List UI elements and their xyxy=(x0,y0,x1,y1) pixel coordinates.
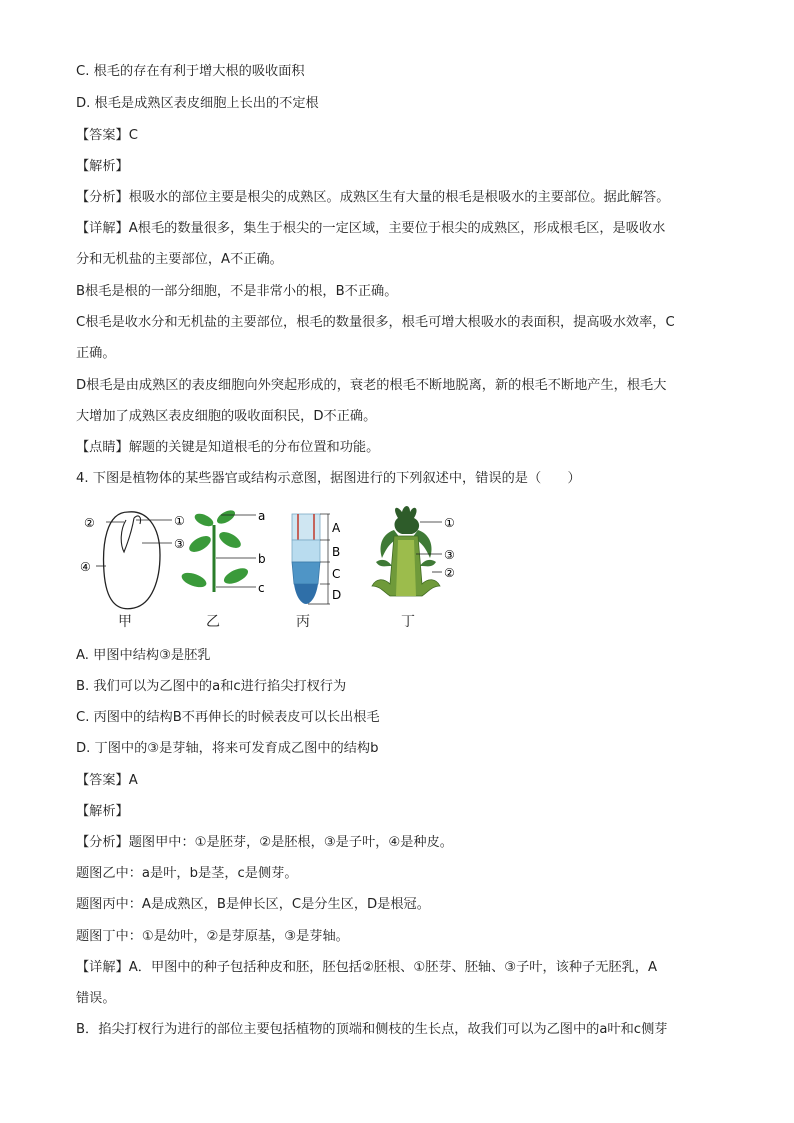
option-a-text: A. 甲图中结构③是胚乳 xyxy=(76,648,211,663)
plant-structure-figure xyxy=(76,500,496,635)
caption-ding: 丁 xyxy=(401,614,415,630)
yi-label: b xyxy=(258,552,266,566)
bing-label: C xyxy=(332,567,341,581)
option-d-text: D. 丁图中的③是芽轴，将来可发育成乙图中的结构b xyxy=(76,741,379,756)
seed-diagram xyxy=(80,512,185,609)
detail-line: 分和无机盐的主要部位，A不正确。 xyxy=(76,252,283,267)
analysis-heading: 【解析】 xyxy=(76,804,129,819)
ding-label: ① xyxy=(444,516,455,530)
answer-line: 【答案】A xyxy=(76,773,138,788)
answer-line: 【答案】C xyxy=(76,128,138,143)
detail-line: 【详解】A根毛的数量很多，集生于根尖的一定区域，主要位于根尖的成熟区，形成根毛区，是吸收水 xyxy=(76,221,666,236)
detail-line: 正确。 xyxy=(76,346,116,361)
jia-label: ① xyxy=(174,514,185,528)
option-c-text: C. 丙图中的结构B不再伸长的时候表皮可以长出根毛 xyxy=(76,710,380,725)
question-4-stem: 4. 下图是植物体的某些器官或结构示意图，据图进行的下列叙述中，错误的是（ ） xyxy=(76,471,581,486)
bing-label: D xyxy=(332,588,342,602)
caption-bing: 丙 xyxy=(296,614,310,630)
option-b-text: B. 我们可以为乙图中的a和c进行掐尖打杈行为 xyxy=(76,679,347,694)
detail-line: 【详解】A．甲图中的种子包括种皮和胚，胚包括②胚根、①胚芽、胚轴、③子叶，该种子无胚乳，A xyxy=(76,960,658,975)
ding-label: ② xyxy=(444,566,455,580)
detail-line: B根毛是根的一部分细胞，不是非常小的根，B不正确。 xyxy=(76,284,398,299)
option-d-text: D. 根毛是成熟区表皮细胞上长出的不定根 xyxy=(76,96,319,111)
caption-yi: 乙 xyxy=(206,614,220,630)
jia-label: ② xyxy=(84,516,95,530)
analysis-line: 题图丙中：A是成熟区，B是伸长区，C是分生区，D是根冠。 xyxy=(76,897,430,912)
detail-line: D根毛是由成熟区的表皮细胞向外突起形成的，衰老的根毛不断地脱离，新的根毛不断地产生，根毛大 xyxy=(76,378,667,393)
bing-label: B xyxy=(332,545,341,559)
detail-line: C根毛是收水分和无机盐的主要部位，根毛的数量很多，根毛可增大根吸水的表面积，提高吸水效率，C xyxy=(76,315,675,330)
bing-label: A xyxy=(332,521,341,535)
analysis-line: 题图乙中：a是叶，b是茎，c是侧芽。 xyxy=(76,866,298,881)
root-tip-diagram xyxy=(292,514,341,604)
jia-label: ③ xyxy=(174,537,185,551)
jia-label: ④ xyxy=(80,560,91,574)
analysis-heading: 【解析】 xyxy=(76,159,129,174)
analysis-line: 【分析】题图甲中：①是胚芽，②是胚根，③是子叶，④是种皮。 xyxy=(76,835,453,850)
figure-drawing xyxy=(76,500,496,635)
yi-label: a xyxy=(258,509,266,523)
analysis-line: 题图丁中：①是幼叶，②是芽原基，③是芽轴。 xyxy=(76,929,349,944)
caption-jia: 甲 xyxy=(118,614,132,630)
key-point-line: 【点睛】解题的关键是知道根毛的分布位置和功能。 xyxy=(76,440,380,455)
ding-label: ③ xyxy=(444,548,455,562)
detail-line: 错误。 xyxy=(76,991,116,1006)
detail-line: B．掐尖打杈行为进行的部位主要包括植物的顶端和侧枝的生长点，故我们可以为乙图中的a叶和c侧芽 xyxy=(76,1022,668,1037)
yi-label: c xyxy=(258,581,265,595)
shoot-diagram xyxy=(180,508,266,595)
option-c-text: C. 根毛的存在有利于增大根的吸收面积 xyxy=(76,64,305,79)
detail-line: 大增加了成熟区表皮细胞的吸收面积民，D不正确。 xyxy=(76,409,377,424)
analysis-summary: 【分析】根吸水的部位主要是根尖的成熟区。成熟区生有大量的根毛是根吸水的主要部位。据此解答。 xyxy=(76,190,670,205)
bud-diagram xyxy=(372,506,455,596)
